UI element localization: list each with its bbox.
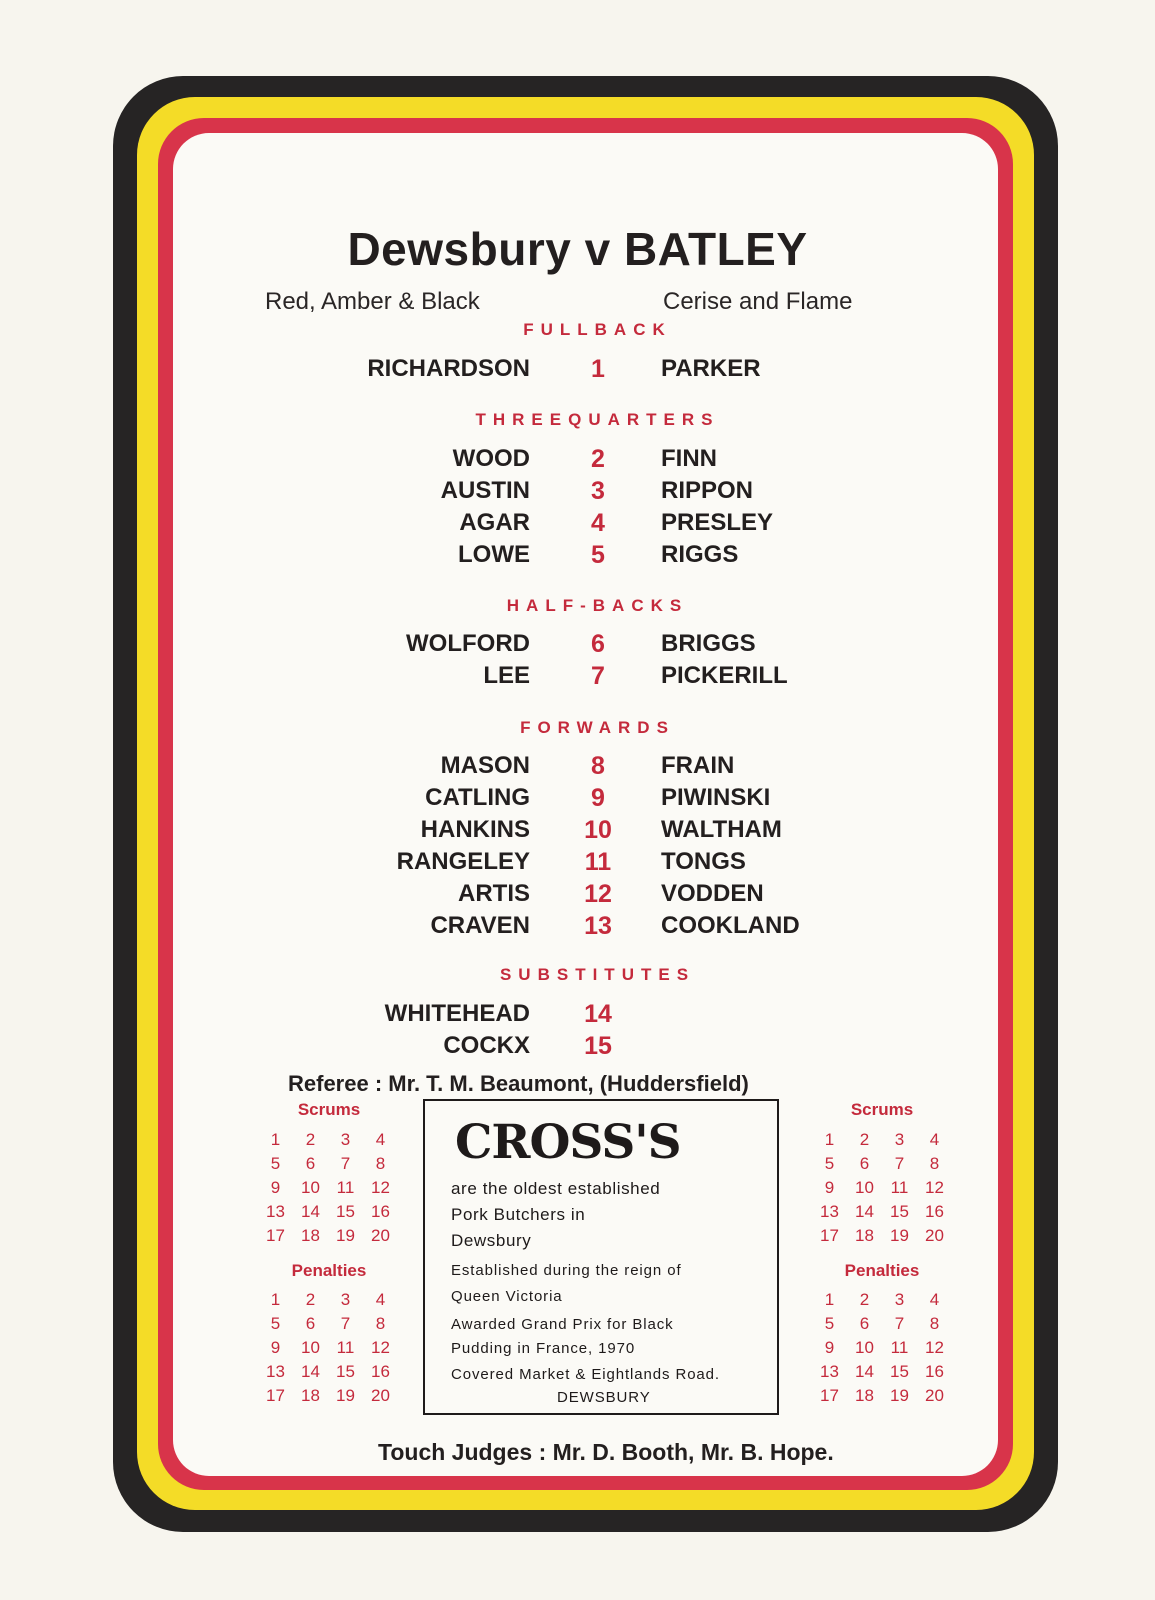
home-colours: Red, Amber & Black — [265, 288, 480, 315]
tally-number: 5 — [270, 1154, 281, 1173]
tally-number: 17 — [266, 1386, 285, 1405]
shirt-number: 13 — [584, 912, 612, 940]
tally-row — [812, 1290, 954, 1314]
tally-number: 7 — [340, 1154, 351, 1173]
away-player: FRAIN — [661, 752, 735, 779]
penalties-tally-right — [812, 1290, 954, 1410]
tally-row — [812, 1178, 954, 1202]
shirt-number: 6 — [591, 630, 605, 658]
player-row — [0, 1032, 1155, 1064]
tally-number: 5 — [270, 1314, 281, 1333]
tally-number: 10 — [301, 1338, 320, 1357]
section-heading-threequarters: THREEQUARTERS — [475, 410, 720, 429]
advert-line: Pudding in France, 1970 — [451, 1340, 636, 1357]
shirt-number: 15 — [584, 1032, 612, 1060]
tally-number: 13 — [266, 1202, 285, 1221]
tally-number: 19 — [336, 1386, 355, 1405]
tally-number: 1 — [270, 1290, 281, 1309]
away-player: TONGS — [661, 848, 746, 875]
tally-number: 14 — [855, 1362, 874, 1381]
home-player: AUSTIN — [440, 477, 530, 504]
tally-row — [812, 1154, 954, 1178]
home-player: RANGELEY — [396, 848, 530, 875]
home-player: ARTIS — [458, 880, 530, 907]
tally-number: 14 — [855, 1202, 874, 1221]
tally-row — [258, 1130, 400, 1154]
tally-number: 18 — [301, 1226, 320, 1245]
player-row — [0, 509, 1155, 541]
touch-judges: Touch Judges : Mr. D. Booth, Mr. B. Hope. — [378, 1439, 834, 1465]
tally-number: 1 — [270, 1130, 281, 1149]
player-row — [0, 784, 1155, 816]
home-player: WHITEHEAD — [384, 1000, 530, 1027]
tally-number: 4 — [929, 1290, 940, 1309]
tally-number: 19 — [890, 1386, 909, 1405]
tally-row — [258, 1362, 400, 1386]
away-player: BRIGGS — [661, 630, 756, 657]
tally-number: 10 — [855, 1178, 874, 1197]
player-row — [0, 848, 1155, 880]
tally-number: 7 — [894, 1314, 905, 1333]
tally-number: 20 — [925, 1386, 944, 1405]
advert-line: Pork Butchers in — [451, 1205, 586, 1224]
home-player: LOWE — [458, 541, 530, 568]
tally-number: 11 — [336, 1338, 355, 1357]
advert-logo: CROSS'S — [455, 1115, 681, 1170]
advert-line: are the oldest established — [451, 1179, 661, 1198]
tally-number: 13 — [820, 1362, 839, 1381]
shirt-number: 5 — [591, 541, 605, 569]
tally-number: 8 — [929, 1314, 940, 1333]
tally-number: 10 — [855, 1338, 874, 1357]
scrums-label-left: Scrums — [297, 1100, 361, 1119]
tally-number: 10 — [301, 1178, 320, 1197]
shirt-number: 3 — [591, 477, 605, 505]
tally-number: 12 — [925, 1178, 944, 1197]
tally-number: 15 — [336, 1362, 355, 1381]
tally-number: 13 — [266, 1362, 285, 1381]
tally-number: 7 — [894, 1154, 905, 1173]
tally-number: 1 — [824, 1290, 835, 1309]
tally-number: 17 — [266, 1226, 285, 1245]
away-player: VODDEN — [661, 880, 764, 907]
tally-number: 8 — [375, 1154, 386, 1173]
tally-number: 16 — [925, 1202, 944, 1221]
tally-number: 9 — [270, 1178, 281, 1197]
tally-row — [258, 1338, 400, 1362]
away-colours: Cerise and Flame — [663, 288, 853, 315]
match-title: Dewsbury v BATLEY — [347, 223, 808, 275]
section-heading-fullback: FULLBACK — [523, 320, 672, 339]
player-row — [0, 912, 1155, 944]
tally-number: 16 — [371, 1362, 390, 1381]
tally-number: 5 — [824, 1314, 835, 1333]
tally-number: 15 — [890, 1362, 909, 1381]
player-row — [0, 880, 1155, 912]
player-row — [0, 477, 1155, 509]
tally-number: 8 — [929, 1154, 940, 1173]
tally-number: 1 — [824, 1130, 835, 1149]
tally-row — [258, 1178, 400, 1202]
away-player: COOKLAND — [661, 912, 800, 939]
shirt-number: 14 — [584, 1000, 612, 1028]
tally-number: 6 — [859, 1314, 870, 1333]
away-player: PIWINSKI — [661, 784, 771, 811]
advert-line: Awarded Grand Prix for Black — [451, 1316, 674, 1333]
tally-number: 16 — [925, 1362, 944, 1381]
referee: Referee : Mr. T. M. Beaumont, (Huddersfield) — [288, 1071, 749, 1096]
home-player: WOOD — [452, 445, 530, 472]
home-player: HANKINS — [420, 816, 530, 843]
home-player: WOLFORD — [406, 630, 530, 657]
home-player: CATLING — [425, 784, 530, 811]
tally-number: 20 — [371, 1386, 390, 1405]
advert-line: Dewsbury — [451, 1231, 532, 1250]
penalties-tally-left — [258, 1290, 400, 1410]
away-player: RIGGS — [661, 541, 739, 568]
tally-number: 19 — [890, 1226, 909, 1245]
tally-number: 8 — [375, 1314, 386, 1333]
tally-number: 2 — [305, 1290, 316, 1309]
shirt-number: 9 — [591, 784, 605, 812]
tally-number: 2 — [305, 1130, 316, 1149]
shirt-number: 12 — [584, 880, 612, 908]
tally-row — [812, 1130, 954, 1154]
tally-number: 13 — [820, 1202, 839, 1221]
shirt-number: 1 — [591, 355, 605, 383]
home-player: CRAVEN — [430, 912, 530, 939]
tally-number: 19 — [336, 1226, 355, 1245]
tally-number: 18 — [301, 1386, 320, 1405]
tally-number: 14 — [301, 1202, 320, 1221]
tally-number: 4 — [929, 1130, 940, 1149]
tally-number: 9 — [270, 1338, 281, 1357]
tally-number: 3 — [340, 1290, 351, 1309]
section-heading-halfbacks: HALF-BACKS — [506, 596, 689, 615]
tally-row — [812, 1314, 954, 1338]
tally-row — [812, 1386, 954, 1410]
tally-row — [258, 1202, 400, 1226]
away-player: RIPPON — [661, 477, 754, 504]
tally-number: 11 — [890, 1178, 909, 1197]
shirt-number: 8 — [591, 752, 605, 780]
tally-number: 3 — [340, 1130, 351, 1149]
tally-row — [812, 1202, 954, 1226]
tally-number: 15 — [890, 1202, 909, 1221]
home-player: LEE — [483, 662, 530, 689]
tally-number: 5 — [824, 1154, 835, 1173]
scrums-label-right: Scrums — [850, 1100, 914, 1119]
tally-number: 4 — [375, 1290, 386, 1309]
tally-row — [258, 1226, 400, 1250]
tally-number: 17 — [820, 1226, 839, 1245]
shirt-number: 2 — [591, 445, 605, 473]
shirt-number: 11 — [584, 848, 612, 876]
tally-number: 17 — [820, 1386, 839, 1405]
tally-number: 20 — [371, 1226, 390, 1245]
advert-line: DEWSBURY — [557, 1389, 651, 1406]
tally-row — [812, 1338, 954, 1362]
player-row — [0, 541, 1155, 573]
tally-row — [258, 1386, 400, 1410]
tally-number: 3 — [894, 1290, 905, 1309]
tally-number: 12 — [925, 1338, 944, 1357]
section-heading-substitutes: SUBSTITUTES — [499, 965, 696, 984]
tally-number: 3 — [894, 1130, 905, 1149]
tally-number: 2 — [859, 1290, 870, 1309]
tally-number: 9 — [824, 1338, 835, 1357]
player-row — [0, 630, 1155, 662]
tally-row — [258, 1290, 400, 1314]
scrums-tally-left — [258, 1130, 400, 1250]
tally-number: 18 — [855, 1386, 874, 1405]
tally-row — [812, 1362, 954, 1386]
away-player: PARKER — [661, 355, 761, 382]
advert-box — [423, 1099, 779, 1415]
shirt-number: 7 — [591, 662, 605, 690]
away-player: PRESLEY — [661, 509, 774, 536]
home-player: MASON — [440, 752, 530, 779]
player-row — [0, 752, 1155, 784]
home-player: AGAR — [459, 509, 530, 536]
tally-number: 15 — [336, 1202, 355, 1221]
player-row — [0, 662, 1155, 694]
tally-number: 6 — [859, 1154, 870, 1173]
tally-number: 6 — [305, 1154, 316, 1173]
home-player: RICHARDSON — [367, 355, 530, 382]
scrums-tally-right — [812, 1130, 954, 1250]
tally-number: 16 — [371, 1202, 390, 1221]
tally-number: 12 — [371, 1178, 390, 1197]
away-player: WALTHAM — [661, 816, 782, 843]
tally-number: 2 — [859, 1130, 870, 1149]
advert-line: Established during the reign of — [451, 1262, 682, 1279]
advert-line: Covered Market & Eightlands Road. — [451, 1366, 720, 1383]
player-row — [0, 355, 1155, 387]
advert-line: Queen Victoria — [451, 1288, 563, 1305]
penalties-label-left: Penalties — [291, 1261, 367, 1280]
away-player: PICKERILL — [661, 662, 788, 689]
tally-number: 14 — [301, 1362, 320, 1381]
away-player: FINN — [661, 445, 717, 472]
tally-row — [258, 1314, 400, 1338]
tally-number: 20 — [925, 1226, 944, 1245]
tally-number: 11 — [890, 1338, 909, 1357]
tally-number: 7 — [340, 1314, 351, 1333]
tally-number: 11 — [336, 1178, 355, 1197]
tally-number: 18 — [855, 1226, 874, 1245]
home-player: COCKX — [443, 1032, 530, 1059]
penalties-label-right: Penalties — [844, 1261, 920, 1280]
tally-number: 12 — [371, 1338, 390, 1357]
shirt-number: 10 — [584, 816, 612, 844]
player-row — [0, 1000, 1155, 1032]
tally-row — [812, 1226, 954, 1250]
tally-number: 9 — [824, 1178, 835, 1197]
tally-row — [258, 1154, 400, 1178]
tally-number: 4 — [375, 1130, 386, 1149]
player-row — [0, 445, 1155, 477]
tally-number: 6 — [305, 1314, 316, 1333]
shirt-number: 4 — [591, 509, 605, 537]
player-row — [0, 816, 1155, 848]
section-heading-forwards: FORWARDS — [520, 718, 675, 737]
